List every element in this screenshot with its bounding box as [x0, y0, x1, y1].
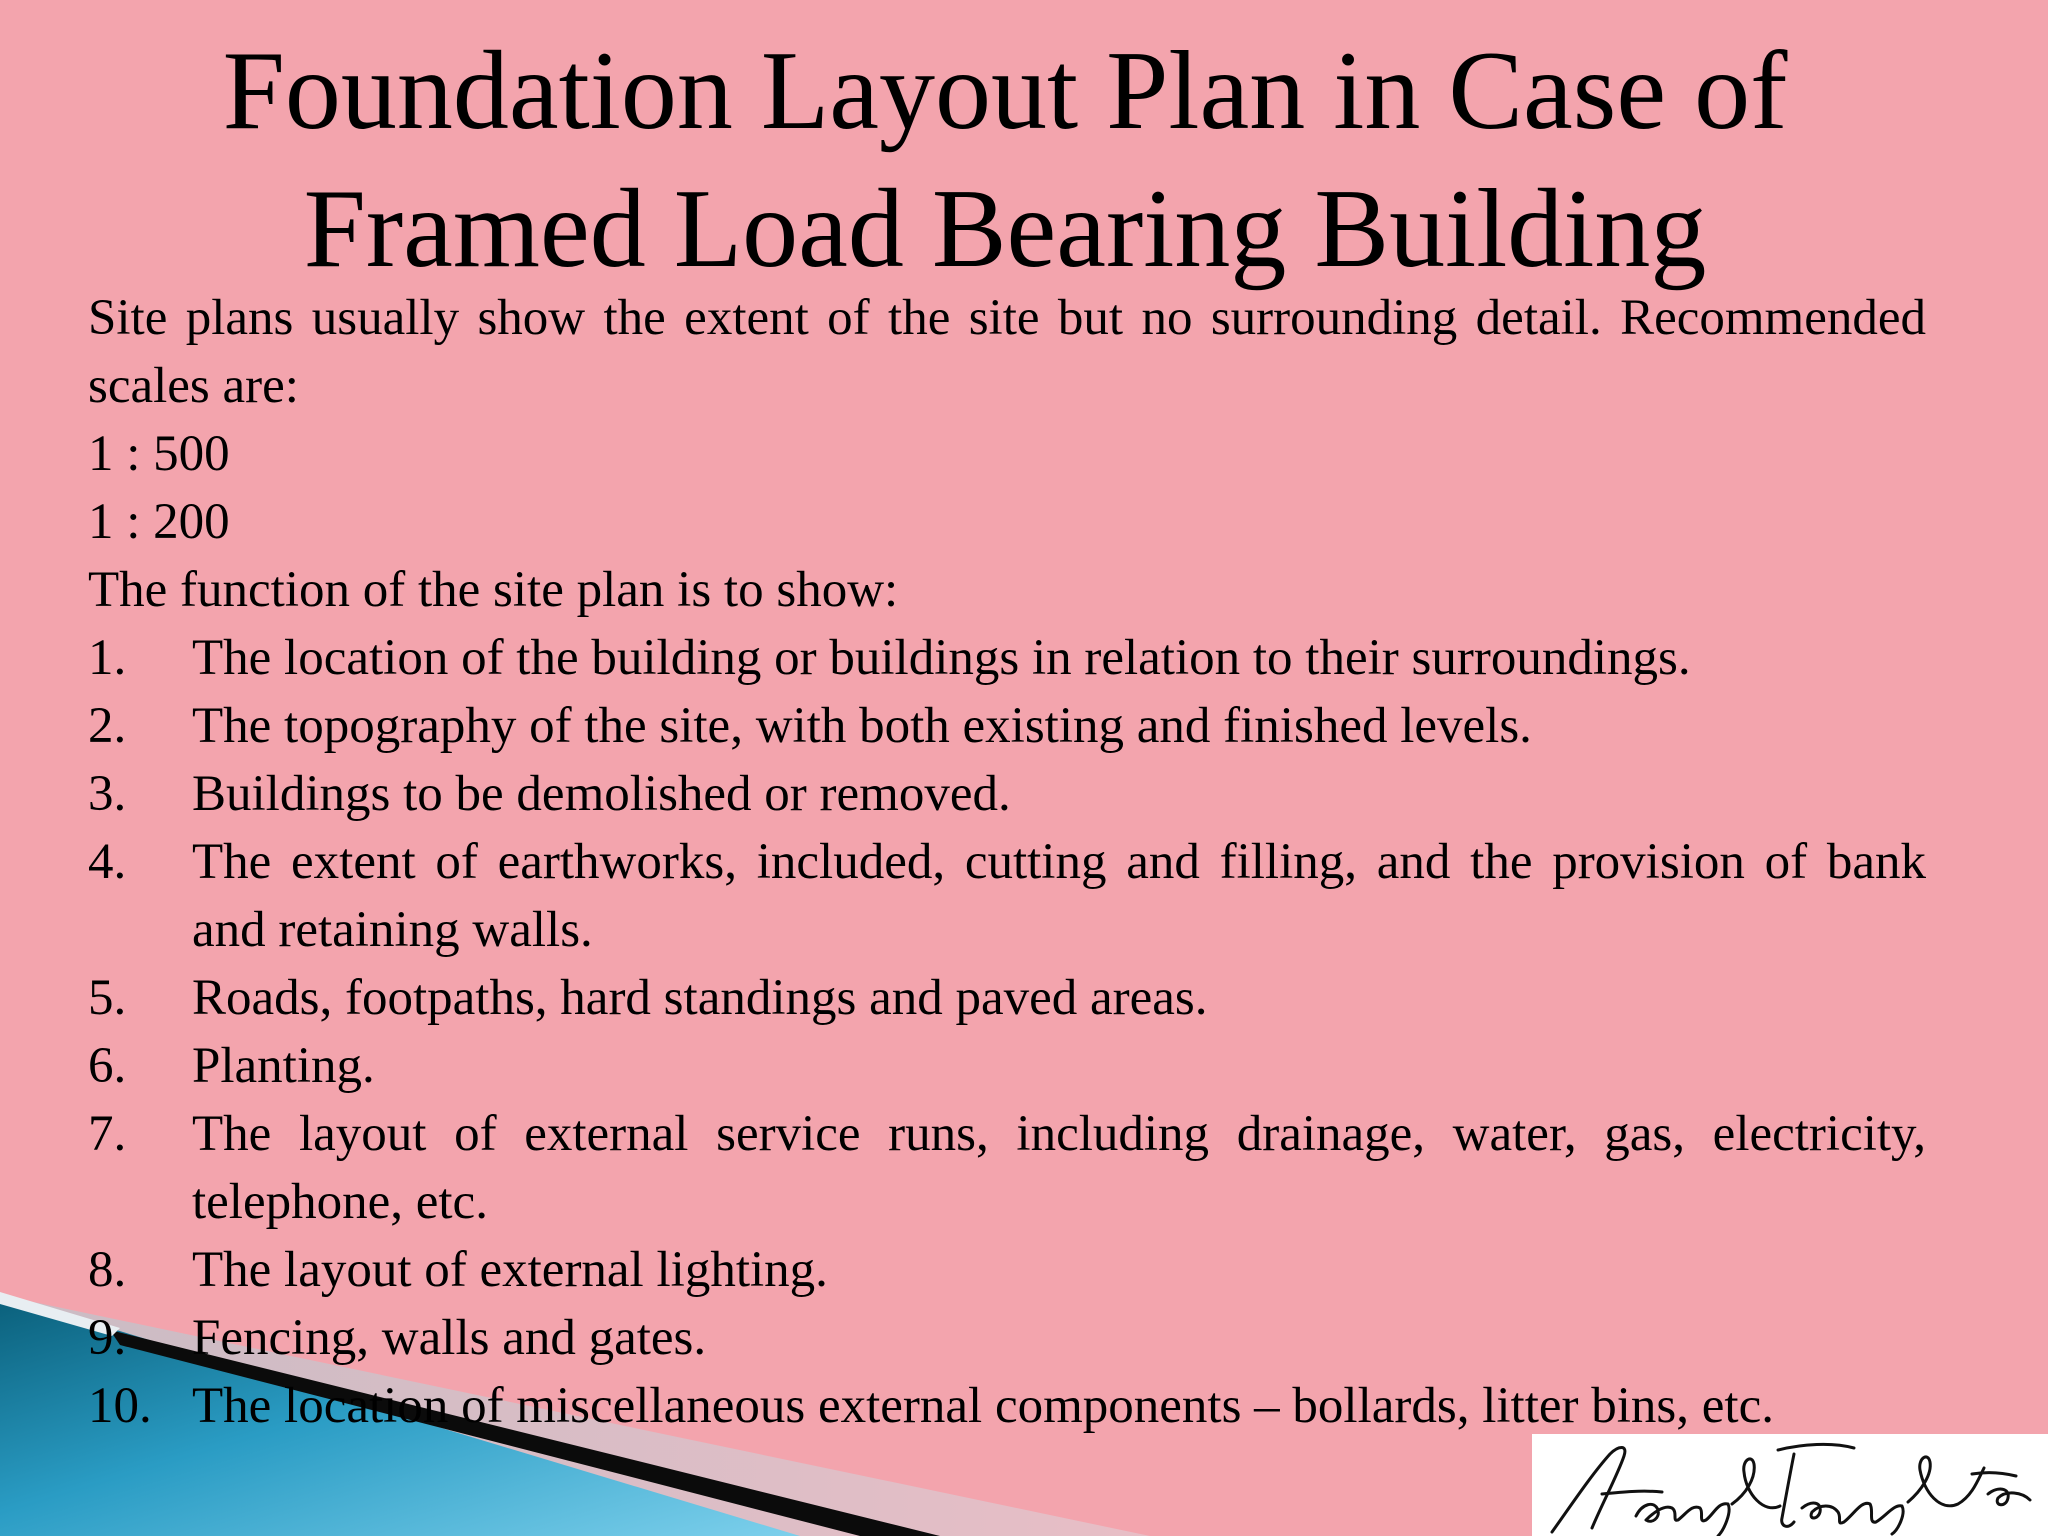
- function-list: [88, 624, 1926, 1440]
- list-item: [88, 760, 1926, 828]
- list-item-number: 1.: [88, 630, 127, 686]
- list-item-number: 7.: [88, 1106, 127, 1162]
- list-item-text: The location of miscellaneous external components – bollards, litter bins, etc.: [192, 1378, 1774, 1434]
- title-line-2: Framed Load Bearing Building: [303, 167, 1707, 291]
- scale-2: 1 : 200: [88, 494, 230, 550]
- list-item-text: The layout of external lighting.: [192, 1242, 828, 1298]
- list-item-text: Roads, footpaths, hard standings and paved areas.: [192, 970, 1208, 1026]
- intro-paragraph: Site plans usually show the extent of the site but no surrounding detail. Recommended scales are:: [88, 290, 1926, 414]
- list-item: [88, 1032, 1926, 1100]
- list-item: [88, 964, 1926, 1032]
- list-item-number: 5.: [88, 970, 127, 1026]
- list-item-number: 3.: [88, 766, 127, 822]
- signature-image: [1532, 1434, 2048, 1536]
- list-item-number: 6.: [88, 1038, 127, 1094]
- signature-icon: [1532, 1434, 2048, 1536]
- scale-1: 1 : 500: [88, 426, 230, 482]
- list-item: [88, 1100, 1926, 1236]
- list-item-text: The extent of earthworks, included, cutting and filling, and the provision of bank and retaining walls.: [192, 834, 1926, 958]
- list-item: [88, 1236, 1926, 1304]
- list-item: [88, 1304, 1926, 1372]
- list-item-text: Buildings to be demolished or removed.: [192, 766, 1011, 822]
- list-item-number: 8.: [88, 1242, 127, 1298]
- list-item: [88, 828, 1926, 964]
- list-item-text: The layout of external service runs, including drainage, water, gas, electricity, telephone, etc.: [192, 1106, 1926, 1230]
- list-item-number: 4.: [88, 834, 127, 890]
- list-item: [88, 692, 1926, 760]
- list-item-text: Fencing, walls and gates.: [192, 1310, 707, 1366]
- list-item-text: The location of the building or buildings in relation to their surroundings.: [192, 630, 1691, 686]
- list-item-number: 9.: [88, 1310, 127, 1366]
- page-title: [0, 22, 2010, 298]
- list-item-number: 2.: [88, 698, 127, 754]
- list-item-number: 10.: [88, 1378, 152, 1434]
- list-item-text: The topography of the site, with both existing and finished levels.: [192, 698, 1532, 754]
- title-line-1: Foundation Layout Plan in Case of: [222, 29, 1788, 153]
- slide-body: [88, 284, 1926, 1440]
- function-heading: The function of the site plan is to show:: [88, 562, 899, 618]
- list-item-text: Planting.: [192, 1038, 375, 1094]
- list-item: [88, 624, 1926, 692]
- list-item: [88, 1372, 1926, 1440]
